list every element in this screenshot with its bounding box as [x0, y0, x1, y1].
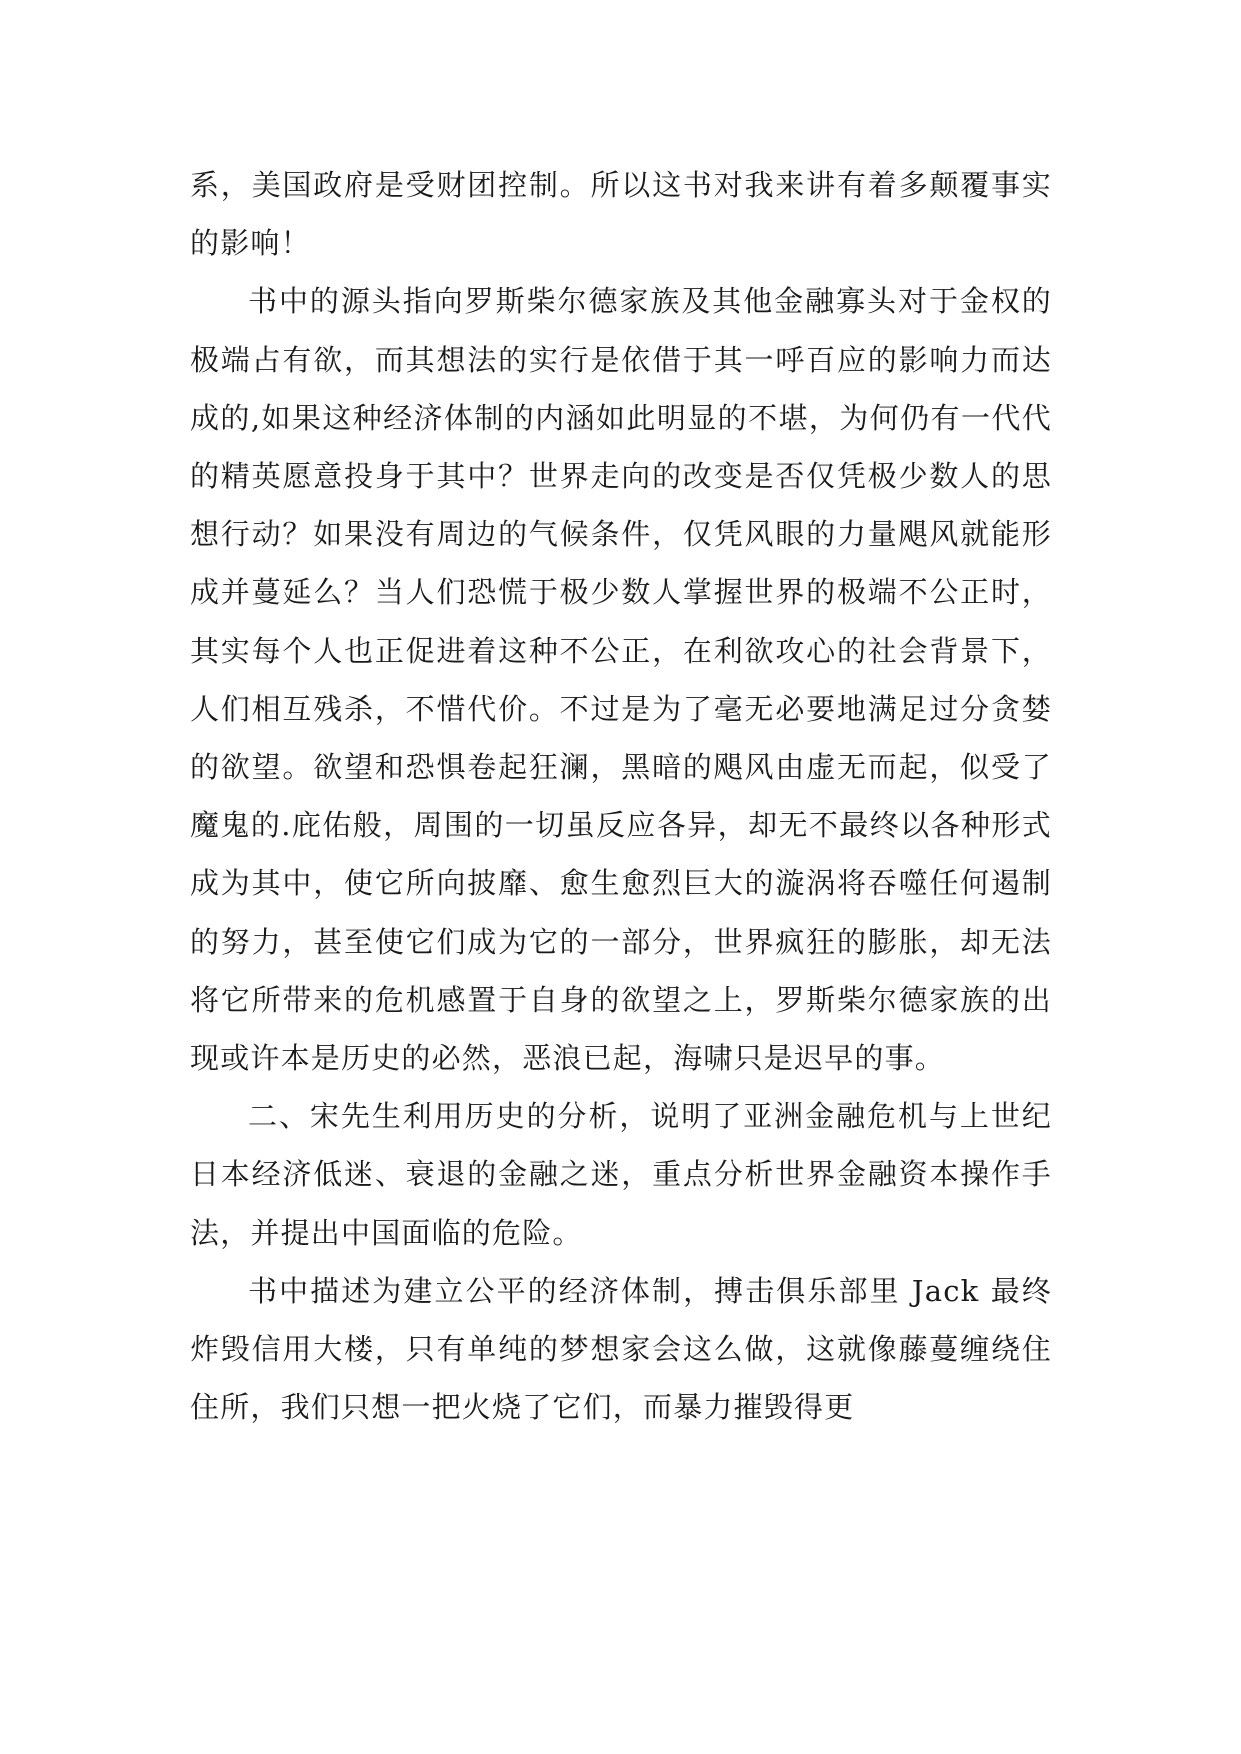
paragraph-4: 书中描述为建立公平的经济体制，搏击俱乐部里 Jack 最终炸毁信用大楼，只有单纯的梦想家会这么做，这就像藤蔓缠绕住住所，我们只想一把火烧了它们，而暴力摧毁得更	[190, 1273, 1052, 1425]
paragraph-2: 书中的源头指向罗斯柴尔德家族及其他金融寡头对于金权的极端占有欲，而其想法的实行是依借于其一呼百应的影响力而达成的,如果这种经济体制的内涵如此明显的不堪，为何仍有一代代的精英愿意投身于其中？世界走向的改变是否仅凭极少数人的思想行动？如果没有周边的气候条件，仅凭风眼的力量飓风就能形成并蔓延么？当人们恐慌于极少数人掌握世界的极端不公正时，其实每个人也正促进着这种不公正，在利欲攻心的社会背景下，人们相互残杀，不惜代价。不过是为了毫无必要地满足过分贪婪的欲望。欲望和恐惧卷起狂澜，黑暗的飓风由虚无而起，似受了魔鬼的.庇佑般，周围的一切虽反应各异，却无不最终以各种形式成为其中，使它所向披靡、愈生愈烈巨大的漩涡将吞噬任何遏制的努力，甚至使它们成为它的一部分，世界疯狂的膨胀，却无法将它所带来的危机感置于自身的欲望之上，罗斯柴尔德家族的出现或许本是历史的必然，恶浪已起，海啸只是迟早的事。	[190, 284, 1052, 1076]
paragraph-1: 系，美国政府是受财团控制。所以这书对我来讲有着多颠覆事实的影响！	[190, 168, 1052, 261]
paragraph-3: 二、宋先生利用历史的分析，说明了亚洲金融危机与上世纪日本经济低迷、衰退的金融之迷，重点分析世界金融资本操作手法，并提出中国面临的危险。	[190, 1099, 1052, 1250]
document-page	[190, 156, 1052, 1436]
